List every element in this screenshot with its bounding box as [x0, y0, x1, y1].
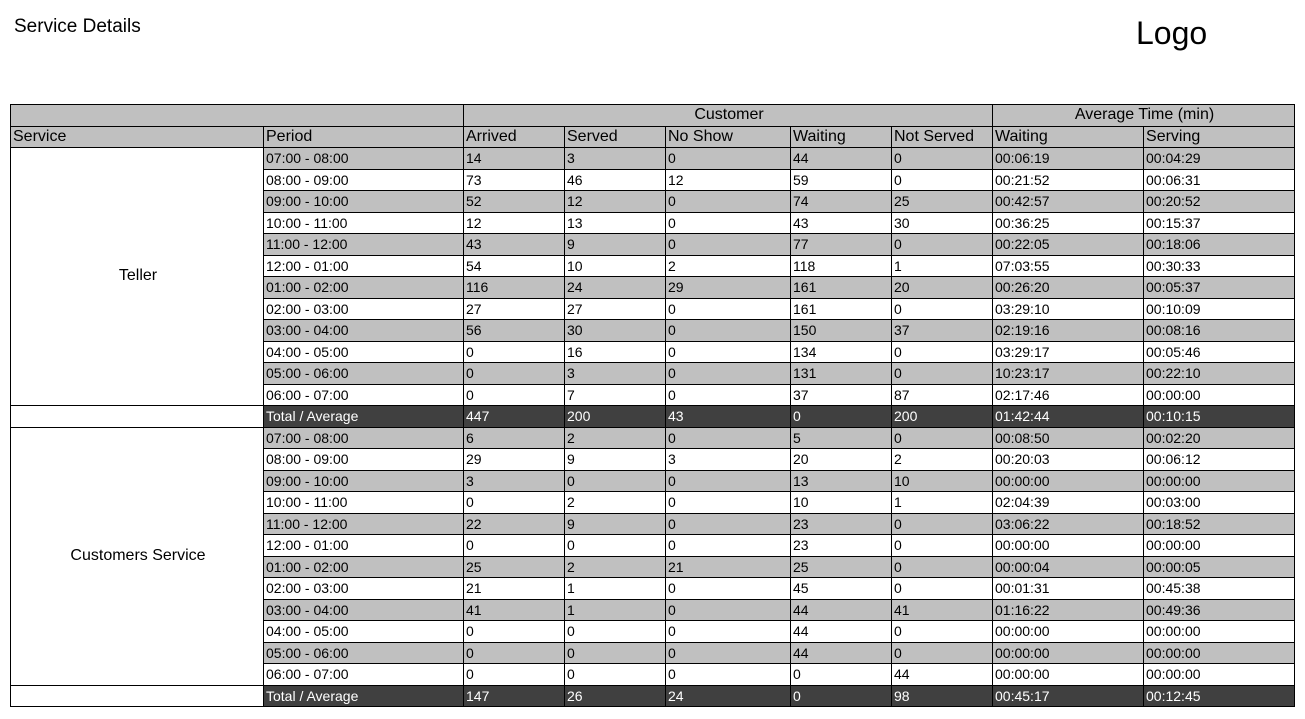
avg-serving-cell: 00:00:05 [1144, 556, 1295, 578]
not-served-cell: 0 [892, 169, 993, 191]
group-header-row [11, 105, 1295, 127]
avg-serving-cell: 00:45:38 [1144, 578, 1295, 600]
no-show-cell: 0 [666, 642, 791, 664]
avg-waiting-cell: 00:06:19 [993, 148, 1144, 170]
arrived-cell: 12 [464, 212, 565, 234]
waiting-cell: 161 [791, 277, 892, 299]
not-served-cell: 0 [892, 642, 993, 664]
served-cell: 12 [565, 191, 666, 213]
waiting-cell: 43 [791, 212, 892, 234]
period-cell: 03:00 - 04:00 [264, 320, 464, 342]
served-cell: 1 [565, 599, 666, 621]
not-served-cell: 0 [892, 535, 993, 557]
avg-serving-cell: 00:02:20 [1144, 427, 1295, 449]
period-cell: 04:00 - 05:00 [264, 341, 464, 363]
total-avg-waiting-cell: 00:45:17 [993, 685, 1144, 707]
total-no-show-cell: 24 [666, 685, 791, 707]
arrived-cell: 3 [464, 470, 565, 492]
period-cell: 07:00 - 08:00 [264, 427, 464, 449]
total-waiting-cell: 0 [791, 406, 892, 428]
period-cell: 02:00 - 03:00 [264, 578, 464, 600]
arrived-cell: 29 [464, 449, 565, 471]
period-cell: 07:00 - 08:00 [264, 148, 464, 170]
col-header-avg-waiting: Waiting [993, 126, 1144, 148]
average-time-group-header: Average Time (min) [993, 105, 1295, 127]
total-not-served-cell: 98 [892, 685, 993, 707]
not-served-cell: 2 [892, 449, 993, 471]
not-served-cell: 44 [892, 664, 993, 686]
no-show-cell: 0 [666, 384, 791, 406]
column-header-row [11, 126, 1295, 148]
arrived-cell: 116 [464, 277, 565, 299]
avg-serving-cell: 00:10:09 [1144, 298, 1295, 320]
avg-waiting-cell: 00:01:31 [993, 578, 1144, 600]
served-cell: 13 [565, 212, 666, 234]
arrived-cell: 56 [464, 320, 565, 342]
waiting-cell: 74 [791, 191, 892, 213]
arrived-cell: 0 [464, 363, 565, 385]
not-served-cell: 1 [892, 255, 993, 277]
period-cell: 12:00 - 01:00 [264, 535, 464, 557]
avg-waiting-cell: 02:17:46 [993, 384, 1144, 406]
served-cell: 7 [565, 384, 666, 406]
no-show-cell: 0 [666, 427, 791, 449]
served-cell: 30 [565, 320, 666, 342]
avg-serving-cell: 00:30:33 [1144, 255, 1295, 277]
avg-serving-cell: 00:18:52 [1144, 513, 1295, 535]
not-served-cell: 25 [892, 191, 993, 213]
total-served-cell: 200 [565, 406, 666, 428]
no-show-cell: 0 [666, 148, 791, 170]
period-cell: 05:00 - 06:00 [264, 642, 464, 664]
no-show-cell: 0 [666, 298, 791, 320]
total-served-cell: 26 [565, 685, 666, 707]
arrived-cell: 52 [464, 191, 565, 213]
total-arrived-cell: 147 [464, 685, 565, 707]
waiting-cell: 44 [791, 148, 892, 170]
arrived-cell: 0 [464, 642, 565, 664]
no-show-cell: 0 [666, 320, 791, 342]
not-served-cell: 0 [892, 234, 993, 256]
waiting-cell: 23 [791, 513, 892, 535]
served-cell: 9 [565, 513, 666, 535]
not-served-cell: 10 [892, 470, 993, 492]
table-row [11, 148, 1295, 170]
waiting-cell: 23 [791, 535, 892, 557]
arrived-cell: 0 [464, 384, 565, 406]
col-header-service: Service [11, 126, 264, 148]
waiting-cell: 77 [791, 234, 892, 256]
arrived-cell: 21 [464, 578, 565, 600]
no-show-cell: 12 [666, 169, 791, 191]
served-cell: 24 [565, 277, 666, 299]
no-show-cell: 21 [666, 556, 791, 578]
total-row-blank [11, 685, 264, 707]
total-label-cell: Total / Average [264, 406, 464, 428]
waiting-cell: 45 [791, 578, 892, 600]
waiting-cell: 20 [791, 449, 892, 471]
col-header-not-served: Not Served [892, 126, 993, 148]
waiting-cell: 44 [791, 599, 892, 621]
total-row [11, 685, 1295, 707]
arrived-cell: 43 [464, 234, 565, 256]
arrived-cell: 27 [464, 298, 565, 320]
arrived-cell: 41 [464, 599, 565, 621]
total-label-cell: Total / Average [264, 685, 464, 707]
no-show-cell: 2 [666, 255, 791, 277]
header-blank [11, 105, 464, 127]
arrived-cell: 0 [464, 621, 565, 643]
no-show-cell: 0 [666, 234, 791, 256]
served-cell: 0 [565, 621, 666, 643]
not-served-cell: 41 [892, 599, 993, 621]
avg-waiting-cell: 00:20:03 [993, 449, 1144, 471]
not-served-cell: 0 [892, 621, 993, 643]
avg-serving-cell: 00:05:46 [1144, 341, 1295, 363]
no-show-cell: 0 [666, 191, 791, 213]
avg-waiting-cell: 00:00:00 [993, 470, 1144, 492]
total-waiting-cell: 0 [791, 685, 892, 707]
served-cell: 2 [565, 556, 666, 578]
period-cell: 01:00 - 02:00 [264, 277, 464, 299]
waiting-cell: 0 [791, 664, 892, 686]
served-cell: 0 [565, 470, 666, 492]
avg-serving-cell: 00:04:29 [1144, 148, 1295, 170]
period-cell: 11:00 - 12:00 [264, 234, 464, 256]
arrived-cell: 54 [464, 255, 565, 277]
avg-waiting-cell: 00:08:50 [993, 427, 1144, 449]
avg-waiting-cell: 01:16:22 [993, 599, 1144, 621]
total-row-blank [11, 406, 264, 428]
served-cell: 10 [565, 255, 666, 277]
service-details-table [10, 104, 1295, 707]
no-show-cell: 0 [666, 212, 791, 234]
served-cell: 9 [565, 449, 666, 471]
avg-waiting-cell: 00:00:00 [993, 664, 1144, 686]
period-cell: 12:00 - 01:00 [264, 255, 464, 277]
avg-serving-cell: 00:06:31 [1144, 169, 1295, 191]
served-cell: 46 [565, 169, 666, 191]
waiting-cell: 5 [791, 427, 892, 449]
waiting-cell: 134 [791, 341, 892, 363]
not-served-cell: 0 [892, 427, 993, 449]
avg-waiting-cell: 00:00:00 [993, 642, 1144, 664]
avg-waiting-cell: 03:06:22 [993, 513, 1144, 535]
avg-waiting-cell: 00:26:20 [993, 277, 1144, 299]
arrived-cell: 73 [464, 169, 565, 191]
period-cell: 06:00 - 07:00 [264, 384, 464, 406]
no-show-cell: 3 [666, 449, 791, 471]
not-served-cell: 0 [892, 578, 993, 600]
served-cell: 0 [565, 664, 666, 686]
period-cell: 04:00 - 05:00 [264, 621, 464, 643]
waiting-cell: 118 [791, 255, 892, 277]
avg-waiting-cell: 00:21:52 [993, 169, 1144, 191]
total-row [11, 406, 1295, 428]
period-cell: 05:00 - 06:00 [264, 363, 464, 385]
no-show-cell: 0 [666, 578, 791, 600]
served-cell: 2 [565, 492, 666, 514]
avg-serving-cell: 00:00:00 [1144, 664, 1295, 686]
waiting-cell: 150 [791, 320, 892, 342]
logo: Logo [1136, 15, 1208, 51]
not-served-cell: 0 [892, 513, 993, 535]
no-show-cell: 0 [666, 599, 791, 621]
period-cell: 10:00 - 11:00 [264, 212, 464, 234]
not-served-cell: 30 [892, 212, 993, 234]
period-cell: 03:00 - 04:00 [264, 599, 464, 621]
no-show-cell: 0 [666, 664, 791, 686]
served-cell: 0 [565, 535, 666, 557]
not-served-cell: 20 [892, 277, 993, 299]
served-cell: 16 [565, 341, 666, 363]
arrived-cell: 0 [464, 664, 565, 686]
no-show-cell: 0 [666, 341, 791, 363]
col-header-avg-serving: Serving [1144, 126, 1295, 148]
not-served-cell: 0 [892, 298, 993, 320]
avg-serving-cell: 00:15:37 [1144, 212, 1295, 234]
avg-serving-cell: 00:08:16 [1144, 320, 1295, 342]
waiting-cell: 131 [791, 363, 892, 385]
total-arrived-cell: 447 [464, 406, 565, 428]
waiting-cell: 10 [791, 492, 892, 514]
arrived-cell: 0 [464, 535, 565, 557]
period-cell: 02:00 - 03:00 [264, 298, 464, 320]
customer-group-header: Customer [464, 105, 993, 127]
no-show-cell: 0 [666, 621, 791, 643]
served-cell: 9 [565, 234, 666, 256]
avg-waiting-cell: 00:00:04 [993, 556, 1144, 578]
arrived-cell: 6 [464, 427, 565, 449]
waiting-cell: 59 [791, 169, 892, 191]
waiting-cell: 44 [791, 642, 892, 664]
arrived-cell: 0 [464, 492, 565, 514]
avg-waiting-cell: 00:00:00 [993, 535, 1144, 557]
not-served-cell: 37 [892, 320, 993, 342]
total-avg-serving-cell: 00:12:45 [1144, 685, 1295, 707]
period-cell: 08:00 - 09:00 [264, 449, 464, 471]
avg-serving-cell: 00:06:12 [1144, 449, 1295, 471]
avg-serving-cell: 00:20:52 [1144, 191, 1295, 213]
period-cell: 11:00 - 12:00 [264, 513, 464, 535]
col-header-served: Served [565, 126, 666, 148]
col-header-arrived: Arrived [464, 126, 565, 148]
no-show-cell: 29 [666, 277, 791, 299]
col-header-no-show: No Show [666, 126, 791, 148]
avg-serving-cell: 00:22:10 [1144, 363, 1295, 385]
not-served-cell: 0 [892, 341, 993, 363]
total-avg-waiting-cell: 01:42:44 [993, 406, 1144, 428]
avg-serving-cell: 00:18:06 [1144, 234, 1295, 256]
avg-waiting-cell: 00:00:00 [993, 621, 1144, 643]
period-cell: 10:00 - 11:00 [264, 492, 464, 514]
period-cell: 08:00 - 09:00 [264, 169, 464, 191]
served-cell: 2 [565, 427, 666, 449]
avg-waiting-cell: 10:23:17 [993, 363, 1144, 385]
avg-serving-cell: 00:00:00 [1144, 621, 1295, 643]
total-no-show-cell: 43 [666, 406, 791, 428]
no-show-cell: 0 [666, 535, 791, 557]
period-cell: 09:00 - 10:00 [264, 470, 464, 492]
avg-serving-cell: 00:00:00 [1144, 470, 1295, 492]
avg-waiting-cell: 02:19:16 [993, 320, 1144, 342]
avg-serving-cell: 00:00:00 [1144, 384, 1295, 406]
col-header-waiting: Waiting [791, 126, 892, 148]
avg-waiting-cell: 00:36:25 [993, 212, 1144, 234]
not-served-cell: 0 [892, 363, 993, 385]
avg-serving-cell: 00:05:37 [1144, 277, 1295, 299]
arrived-cell: 25 [464, 556, 565, 578]
arrived-cell: 22 [464, 513, 565, 535]
page-title: Service Details [14, 16, 141, 37]
period-cell: 09:00 - 10:00 [264, 191, 464, 213]
avg-waiting-cell: 02:04:39 [993, 492, 1144, 514]
waiting-cell: 161 [791, 298, 892, 320]
avg-waiting-cell: 07:03:55 [993, 255, 1144, 277]
avg-serving-cell: 00:00:00 [1144, 535, 1295, 557]
not-served-cell: 1 [892, 492, 993, 514]
not-served-cell: 87 [892, 384, 993, 406]
avg-serving-cell: 00:49:36 [1144, 599, 1295, 621]
no-show-cell: 0 [666, 513, 791, 535]
waiting-cell: 25 [791, 556, 892, 578]
arrived-cell: 14 [464, 148, 565, 170]
avg-waiting-cell: 00:42:57 [993, 191, 1144, 213]
served-cell: 3 [565, 363, 666, 385]
no-show-cell: 0 [666, 470, 791, 492]
served-cell: 1 [565, 578, 666, 600]
period-cell: 06:00 - 07:00 [264, 664, 464, 686]
avg-waiting-cell: 03:29:10 [993, 298, 1144, 320]
waiting-cell: 37 [791, 384, 892, 406]
avg-serving-cell: 00:00:00 [1144, 642, 1295, 664]
served-cell: 27 [565, 298, 666, 320]
service-name-cell: Customers Service [11, 427, 264, 685]
served-cell: 0 [565, 642, 666, 664]
served-cell: 3 [565, 148, 666, 170]
service-name-cell: Teller [11, 148, 264, 406]
waiting-cell: 44 [791, 621, 892, 643]
avg-waiting-cell: 00:22:05 [993, 234, 1144, 256]
col-header-period: Period [264, 126, 464, 148]
arrived-cell: 0 [464, 341, 565, 363]
table-row [11, 427, 1295, 449]
avg-serving-cell: 00:03:00 [1144, 492, 1295, 514]
not-served-cell: 0 [892, 148, 993, 170]
period-cell: 01:00 - 02:00 [264, 556, 464, 578]
no-show-cell: 0 [666, 363, 791, 385]
waiting-cell: 13 [791, 470, 892, 492]
avg-waiting-cell: 03:29:17 [993, 341, 1144, 363]
total-avg-serving-cell: 00:10:15 [1144, 406, 1295, 428]
not-served-cell: 0 [892, 556, 993, 578]
total-not-served-cell: 200 [892, 406, 993, 428]
no-show-cell: 0 [666, 492, 791, 514]
